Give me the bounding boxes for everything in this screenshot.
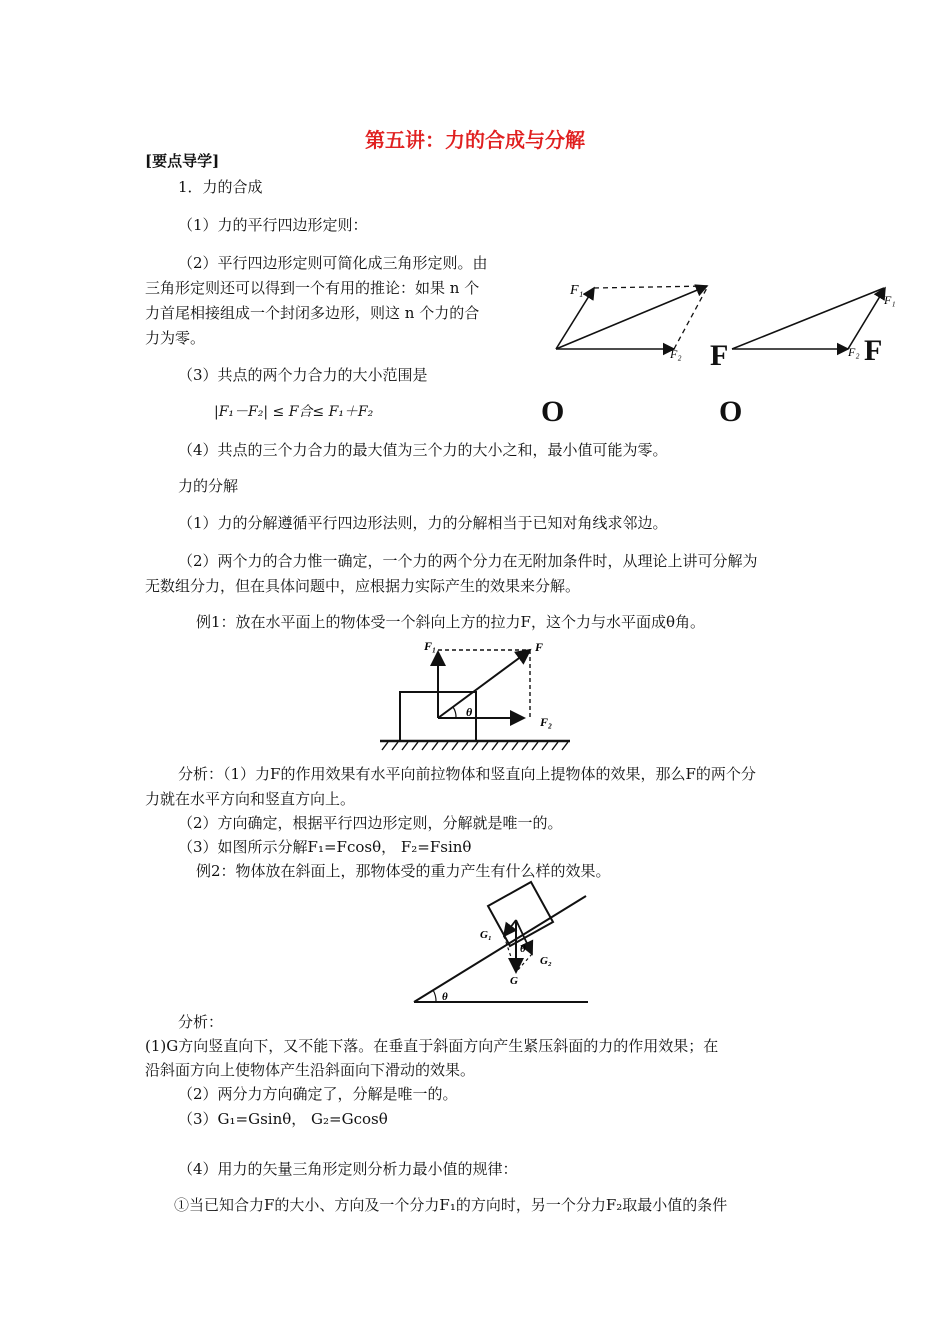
triangle-figure — [730, 278, 910, 368]
analysis-2-point-2: （2）两分力方向确定了，分解是唯一的。 — [178, 1085, 458, 1103]
page-title: 第五讲：力的合成与分解 — [365, 128, 585, 152]
label-theta-block: θ — [520, 943, 526, 955]
big-letter-f-2: F — [864, 334, 883, 367]
composition-heading: 1．力的合成 — [178, 178, 263, 196]
horizontal-force-figure — [380, 638, 580, 753]
example-1: 例1：放在水平面上的物体受一个斜向上方的拉力F，这个力与水平面成θ角。 — [196, 613, 705, 631]
decomposition-heading: 力的分解 — [178, 477, 239, 495]
label-theta-incline: θ — [442, 991, 448, 1003]
decomposition-2-line-1: （2）两个力的合力惟一确定，一个力的两个分力在无附加条件时，从理论上讲可分解为 — [178, 552, 758, 570]
analysis-2-line-2: 沿斜面方向上使物体产生沿斜面向下滑动的效果。 — [145, 1061, 476, 1079]
label-f-horizontal: F₂ — [540, 715, 553, 729]
label-g2: G₂ — [540, 955, 552, 967]
analysis-2-heading: 分析： — [178, 1013, 224, 1031]
analysis-2-line-1: (1)G方向竖直向下，又不能下落。在垂直于斜面方向产生紧压斜面的力的作用效果；在 — [145, 1037, 719, 1055]
analysis-1-point-3: （3）如图所示分解F₁=Fcosθ， F₂=Fsinθ — [178, 838, 472, 856]
label-f1: F₁ — [884, 293, 896, 307]
analysis-2-point-5: ①当已知合力F的大小、方向及一个分力F₁的方向时，另一个分力F₂取最小值的条件 — [174, 1196, 728, 1214]
label-g1: G₁ — [480, 929, 492, 941]
decomposition-1: （1）力的分解遵循平行四边形法则，力的分解相当于已知对角线求邻边。 — [178, 514, 668, 532]
label-f: F — [535, 640, 544, 654]
section-heading: [要点导学] — [145, 152, 220, 170]
label-f2: F₂ — [848, 345, 860, 359]
paragraph-2-line-4: 力为零。 — [145, 329, 206, 347]
parallelogram-figure — [550, 278, 730, 368]
paragraph-2-line-1: （2）平行四边形定则可简化成三角形定则。由 — [178, 254, 488, 272]
label-theta: θ — [466, 705, 473, 719]
label-f1: F₁ — [570, 283, 584, 298]
paragraph-1: （1）力的平行四边形定则： — [178, 216, 368, 234]
label-g: G — [510, 975, 518, 987]
big-letter-o-2: O — [719, 395, 743, 428]
analysis-2-point-4: （4）用力的矢量三角形定则分析力最小值的规律： — [178, 1160, 518, 1178]
analysis-1-point-2: （2）方向确定，根据平行四边形定则，分解就是唯一的。 — [178, 814, 563, 832]
big-letter-o-1: O — [541, 395, 565, 428]
paragraph-2-line-3: 力首尾相接组成一个封闭多边形，则这 n 个力的合 — [145, 304, 480, 322]
analysis-1-line-2: 力就在水平方向和竖直方向上。 — [145, 790, 356, 808]
paragraph-4: （4）共点的三个力合力的最大值为三个力的大小之和，最小值可能为零。 — [178, 441, 668, 459]
analysis-1-line-1: 分析：（1）力F的作用效果有水平向前拉物体和竖直向上提物体的效果，那么F的两个分 — [178, 765, 756, 783]
incline-figure — [410, 876, 610, 1006]
decomposition-2-line-2: 无数组分力，但在具体问题中，应根据力实际产生的效果来分解。 — [145, 577, 581, 595]
big-letter-f-1: F — [710, 339, 729, 372]
analysis-2-point-3: （3）G₁=Gsinθ， G₂=Gcosθ — [178, 1110, 388, 1128]
example-2: 例2：物体放在斜面上，那物体受的重力产生有什么样的效果。 — [196, 862, 611, 880]
paragraph-2-line-2: 三角形定则还可以得到一个有用的推论：如果 n 个 — [145, 279, 480, 297]
label-f2: F₂ — [670, 347, 682, 361]
paragraph-3: （3）共点的两个力合力的大小范围是 — [178, 366, 428, 384]
range-formula: |F₁－F₂| ≤ F合≤ F₁＋F₂ — [214, 404, 374, 420]
label-f-vertical: F₁ — [424, 639, 437, 653]
